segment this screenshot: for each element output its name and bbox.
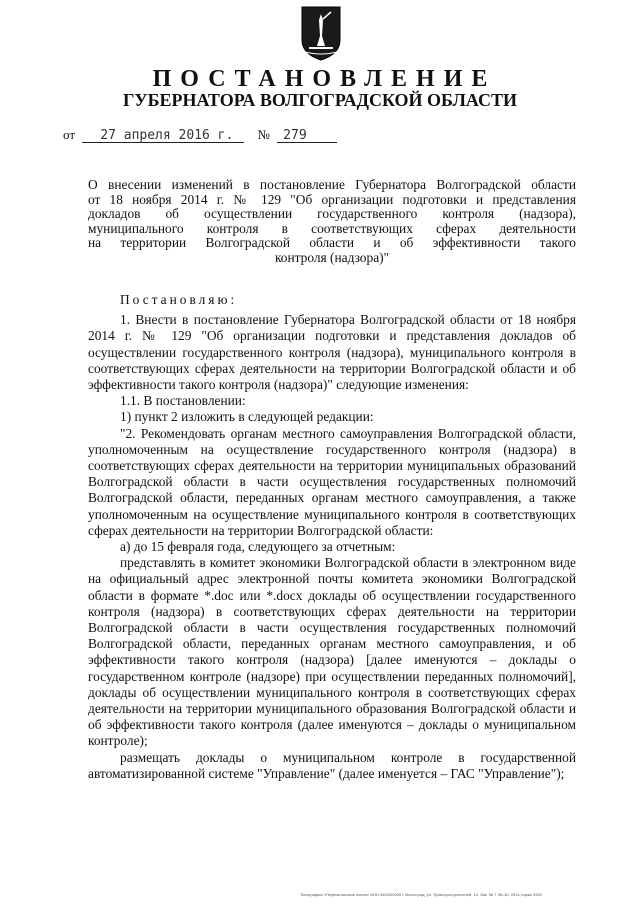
paragraph: "2. Рекомендовать органам местного самоуправления Волгоградской области, уполномоченным на осуществление государственного контроля (надзора) в соответствующих сферах деятельности на территории муниципальных образований Волгоградской области в части осуществления государственных полномочий Волгоградской области, переданных органам местного самоуправления, а также уполномоченным на осуществление муниципального контроля в соответствующих сферах деятельности на территории Волгоградской области:: [88, 425, 576, 538]
paragraph: а) до 15 февраля года, следующего за отчетным:: [120, 539, 396, 555]
subject-line: докладов об осуществлении государственного контроля (надзора),: [88, 206, 576, 222]
document-date: 27 апреля 2016 г.: [100, 128, 234, 143]
subject-line: муниципального контроля в соответствующих сферах деятельности: [88, 220, 576, 236]
paragraph: размещать доклады о муниципальном контроле в государственной автоматизированной системе "Управление" (далее именуется – ГАС "Управление");: [88, 749, 576, 781]
date-label: от: [63, 127, 76, 142]
subject-line: О внесении изменений в постановление Губернатора Волгоградской области: [88, 177, 576, 192]
paragraph: 1.1. В постановлении:: [120, 393, 246, 409]
paragraph: 1. Внести в постановление Губернатора Волгоградской области от 18 ноября 2014 г. № 129 "Об организации подготовки и представления докладов об осуществлении государственного контроля (надзора), муниципального контроля в соответствующих сферах деятельности на территории Волгоградской области и об эффективности такого контроля (надзора)" следующие изменения:: [88, 312, 576, 393]
document-number: 279: [283, 128, 307, 143]
document-meta: [63, 127, 337, 143]
print-imprint: Типография «Первоклассные копии» ИНН 3443/00000 г. Волгоград, ул. Тракторостроителей, 19. Зак. № 7 ЭК-10, 2014 тираж 2000: [300, 892, 542, 897]
subject-line: от 18 ноября 2014 г. № 129 "Об организации подготовки и представления: [88, 191, 576, 207]
document-subject: [88, 178, 576, 266]
coat-of-arms-icon: [301, 6, 341, 61]
paragraph: 1) пункт 2 изложить в следующей редакции:: [120, 409, 374, 425]
decree-word: Постановляю:: [120, 292, 238, 307]
number-label: №: [257, 127, 270, 142]
subject-line: на территории Волгоградской области и об эффективности такого: [88, 235, 576, 251]
document-body: [88, 292, 576, 782]
paragraph: представлять в комитет экономики Волгоградской области в электронном виде на официальный адрес электронной почты комитета экономики Волгоградской области в формате *.doc или *.docx доклады об осуществлении государственного контроля (надзора) в соответствующих сферах деятельности на территории Волгоградской области в части осуществления государственных полномочий Волгоградской области, переданных органам местного самоуправления, и об эффективности такого контроля (надзора) [далее именуются – доклады о государственном контроле (надзоре) при осуществлении переданных полномочий], доклады об осуществлении муниципального контроля в соответствующих сферах деятельности на территории муниципального образования Волгоградской области и об эффективности такого контроля (далее именуются – доклады о муниципальном контроле);: [88, 555, 576, 749]
document-title: ПОСТАНОВЛЕНИЕ: [152, 66, 497, 92]
subject-line: контроля (надзора)": [274, 249, 390, 265]
document-issuer: ГУБЕРНАТОРА ВОЛГОГРАДСКОЙ ОБЛАСТИ: [122, 90, 518, 110]
